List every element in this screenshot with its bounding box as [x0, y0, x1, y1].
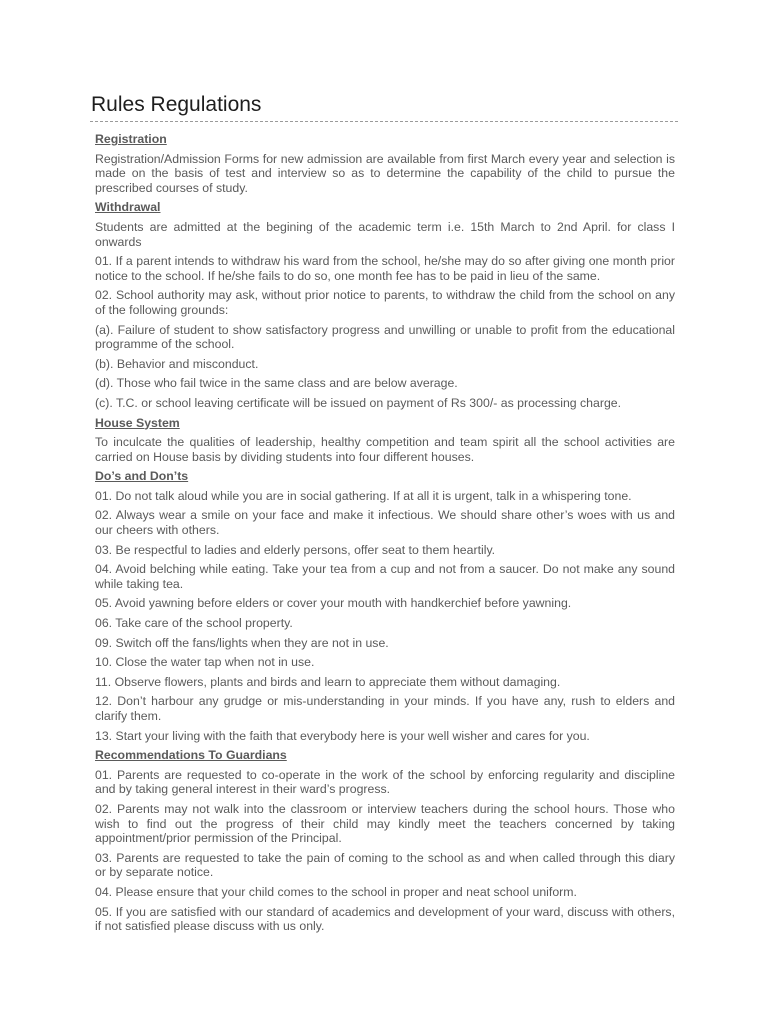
paragraph: 10. Close the water tap when not in use. [95, 655, 315, 670]
title-divider [90, 121, 678, 122]
section-heading-registration: Registration [95, 132, 167, 146]
paragraph: Students are admitted at the begining of the academic term i.e. 15th March to 2nd April. for class I onwards [95, 219, 675, 249]
section-heading-dos-and-donts: Do’s and Don’ts [95, 469, 189, 484]
paragraph: Registration/Admission Forms for new admission are available from first March every year and selection is made on the basis of test and interview so as to determine the capability of the child to pursue the prescribed courses of study. [95, 151, 675, 195]
paragraph: 02. Always wear a smile on your face and make it infectious. We should share other’s woes with us and our cheers with others. [95, 508, 675, 538]
paragraph: 05. Avoid yawning before elders or cover your mouth with handkerchief before yawning. [95, 596, 572, 611]
section-heading-house-system: House System [95, 415, 180, 430]
paragraph: (d). Those who fail twice in the same class and are below average. [95, 376, 458, 391]
section-heading-recommendations: Recommendations To Guardians [95, 748, 287, 763]
paragraph: 03. Parents are requested to take the pain of coming to the school as and when called through this diary or by separate notice. [95, 850, 675, 880]
paragraph: 11. Observe flowers, plants and birds and learn to appreciate them without damaging. [95, 674, 561, 689]
paragraph: 05. If you are satisfied with our standard of academics and development of your ward, discuss with others, if not satisfied please discuss with us only. [95, 904, 675, 934]
paragraph: 01. Do not talk aloud while you are in social gathering. If at all it is urgent, talk in a whispering tone. [95, 488, 632, 503]
document-body [95, 132, 675, 939]
paragraph: 01. Parents are requested to co-operate in the work of the school by enforcing regularity and discipline and by taking general interest in their ward’s progress. [95, 767, 675, 797]
section-heading-withdrawal: Withdrawal [95, 200, 161, 215]
paragraph: 13. Start your living with the faith that everybody here is your well wisher and cares for you. [95, 728, 590, 743]
paragraph: 06. Take care of the school property. [95, 616, 293, 631]
paragraph: 02. Parents may not walk into the classroom or interview teachers during the school hours. Those who wish to find out the progress of their child may kindly meet the teachers concerned by taking appointment/prior permission of the Principal. [95, 801, 675, 846]
paragraph: To inculcate the qualities of leadership, healthy competition and team spirit all the school activities are carried on House basis by dividing students into four different houses. [95, 435, 675, 464]
paragraph: (b). Behavior and misconduct. [95, 356, 259, 371]
paragraph: 02. School authority may ask, without prior notice to parents, to withdraw the child from the school on any of the following grounds: [95, 288, 675, 317]
paragraph: 04. Avoid belching while eating. Take your tea from a cup and not from a saucer. Do not make any sound while taking tea. [95, 562, 675, 591]
paragraph: 12. Don’t harbour any grudge or mis-understanding in your minds. If you have any, rush to elders and clarify them. [95, 694, 675, 723]
paragraph: 01. If a parent intends to withdraw his ward from the school, he/she may do so after giving one month prior notice to the school. If he/she fails to do so, one month fee has to be paid in lieu of the same. [95, 254, 675, 283]
paragraph: (a). Failure of student to show satisfactory progress and unwilling or unable to profit from the educational programme of the school. [95, 322, 675, 352]
page-title: Rules Regulations [91, 93, 262, 116]
paragraph: 03. Be respectful to ladies and elderly persons, offer seat to them heartily. [95, 542, 496, 557]
paragraph: (c). T.C. or school leaving certificate will be issued on payment of Rs 300/- as processing charge. [95, 395, 622, 410]
paragraph: 09. Switch off the fans/lights when they are not in use. [95, 635, 389, 650]
paragraph: 04. Please ensure that your child comes to the school in proper and neat school uniform. [95, 884, 577, 899]
